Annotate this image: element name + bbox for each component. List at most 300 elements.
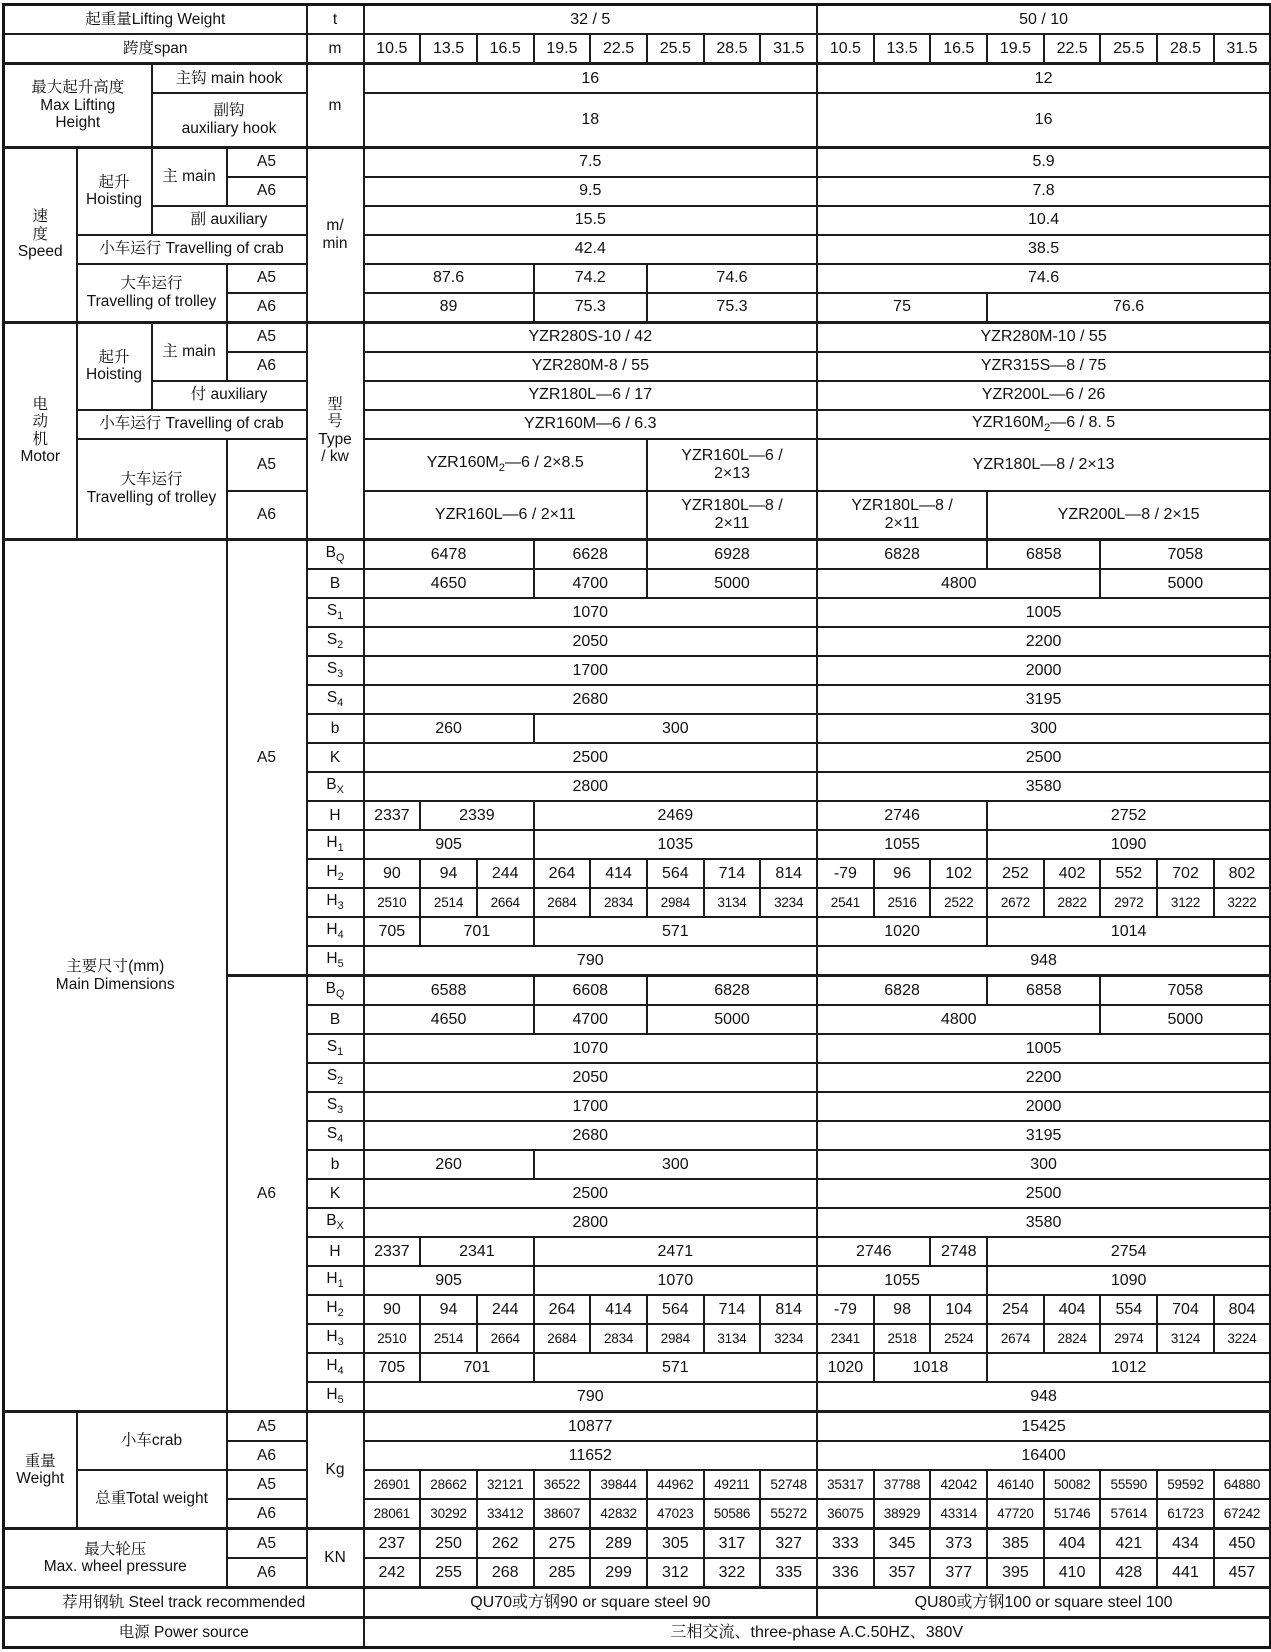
value-cell: 357 [874, 1558, 931, 1588]
value-cell: 244 [477, 1295, 534, 1324]
row-speed-main-a5 [4, 147, 1271, 177]
value-cell: 1005 [817, 1034, 1271, 1063]
value-cell: 317 [704, 1529, 761, 1559]
value-cell: 6928 [647, 540, 817, 570]
label-main: 主 main [152, 322, 227, 381]
value-cell: 2984 [647, 1324, 704, 1353]
value-cell: 3224 [1214, 1324, 1271, 1353]
row-weight-total-a5 [4, 1470, 1271, 1499]
value-cell: YZR280M-10 / 55 [817, 322, 1271, 352]
value-cell: 61723 [1157, 1499, 1214, 1529]
label-dim: $H_4$ [307, 1353, 364, 1382]
value-cell: 3122 [1157, 888, 1214, 917]
label-motor: 电 动 机 Motor [4, 322, 77, 540]
value-cell: 714 [704, 1295, 761, 1324]
value-cell: 2752 [987, 801, 1271, 830]
value-cell: 421 [1100, 1529, 1157, 1559]
value-cell: 299 [590, 1558, 647, 1588]
value-cell: 2834 [590, 888, 647, 917]
value-cell: 701 [420, 1353, 533, 1382]
label-power-source: 电源 Power source [4, 1618, 364, 1648]
value-cell: 87.6 [364, 264, 534, 293]
value-cell: 312 [647, 1558, 704, 1588]
value-cell: 2972 [1100, 888, 1157, 917]
row-motor-main-a5 [4, 322, 1271, 352]
value-cell: 28061 [364, 1499, 421, 1529]
value-cell: 6828 [817, 540, 987, 570]
value-cell: 404 [1044, 1529, 1101, 1559]
value-cell: 28.5 [1157, 34, 1214, 64]
value-capacity-right: 50 / 10 [817, 5, 1271, 35]
value-cell: 2339 [420, 801, 533, 830]
value-cell: 三相交流、three-phase A.C.50HZ、380V [364, 1618, 1271, 1648]
value-cell: 1020 [817, 917, 987, 946]
value-cell: 373 [930, 1529, 987, 1559]
value-cell: 434 [1157, 1529, 1214, 1559]
value-cell: 10.4 [817, 206, 1271, 235]
value-cell: 98 [874, 1295, 931, 1324]
value-cell: 4650 [364, 569, 534, 598]
value-cell: 6478 [364, 540, 534, 570]
value-cell: YZR180L—6 / 17 [364, 381, 818, 410]
value-cell: 5000 [647, 569, 817, 598]
value-cell: 1035 [534, 830, 817, 859]
value-cell: 2800 [364, 1208, 818, 1237]
value-cell: 814 [760, 859, 817, 888]
label-dim: $H_4$ [307, 917, 364, 946]
value-cell: YZR200L—8 / 2×15 [987, 491, 1271, 540]
label-a6: A6 [227, 177, 307, 206]
label-dim: $H_3$ [307, 1324, 364, 1353]
row-speed-aux [4, 206, 1271, 235]
value-cell: 50082 [1044, 1470, 1101, 1499]
value-cell: 102 [930, 859, 987, 888]
row-motor-crab [4, 410, 1271, 439]
label-a6: A6 [227, 491, 307, 540]
value-cell: 3580 [817, 1208, 1271, 1237]
spec-table-body [4, 5, 1271, 1648]
value-cell: 2500 [364, 1179, 818, 1208]
value-cell: YZR280S-10 / 42 [364, 322, 818, 352]
label-dim: B [307, 569, 364, 598]
value-cell: 5000 [647, 1005, 817, 1034]
label-a6: A6 [227, 1499, 307, 1529]
label-a6: A6 [227, 1441, 307, 1470]
value-cell: 2341 [817, 1324, 874, 1353]
value-cell: 790 [364, 1382, 818, 1412]
value-cell: 2200 [817, 627, 1271, 656]
row-span [4, 34, 1271, 64]
value-cell: 94 [420, 1295, 477, 1324]
value-cell: 15425 [817, 1412, 1271, 1442]
value-cell: 42832 [590, 1499, 647, 1529]
value-cell: 244 [477, 859, 534, 888]
value-cell: 16 [364, 64, 818, 94]
value-cell: 2500 [817, 1179, 1271, 1208]
value-cell: 16 [817, 93, 1271, 147]
label-a5: A5 [227, 147, 307, 177]
value-cell: 38929 [874, 1499, 931, 1529]
unit-type-kw: 型 号 Type / kw [307, 322, 364, 540]
label-dim: $S_1$ [307, 598, 364, 627]
value-cell: 2822 [1044, 888, 1101, 917]
row-lifting-weight [4, 5, 1271, 35]
value-cell: 90 [364, 1295, 421, 1324]
label-auxiliary: 副 auxiliary [152, 206, 307, 235]
value-cell: 38607 [534, 1499, 591, 1529]
label-travelling-of-crab: 小车运行 Travelling of crab [77, 410, 307, 439]
value-cell: 264 [534, 1295, 591, 1324]
value-cell: 76.6 [987, 293, 1271, 323]
value-cell: 35317 [817, 1470, 874, 1499]
value-cell: 10.5 [364, 34, 421, 64]
value-cell: 74.6 [647, 264, 817, 293]
value-cell: 6858 [987, 540, 1100, 570]
value-cell: 16.5 [930, 34, 987, 64]
value-cell: 2684 [534, 1324, 591, 1353]
value-cell: 96 [874, 859, 931, 888]
value-cell: 94 [420, 859, 477, 888]
value-cell: 2469 [534, 801, 817, 830]
value-cell: 3124 [1157, 1324, 1214, 1353]
value-cell: 704 [1157, 1295, 1214, 1324]
value-cell: 51746 [1044, 1499, 1101, 1529]
value-cell: 13.5 [420, 34, 477, 64]
value-cell: 705 [364, 1353, 421, 1382]
row-aux-hook [4, 93, 1271, 147]
value-cell: 414 [590, 859, 647, 888]
value-cell: YZR160M—6 / 6.3 [364, 410, 818, 439]
value-cell: 564 [647, 859, 704, 888]
value-cell: 2524 [930, 1324, 987, 1353]
value-cell: 571 [534, 917, 817, 946]
label-dim: $H_1$ [307, 830, 364, 859]
value-cell: $YZR160M_2—6 / 8$. 5 [817, 410, 1271, 439]
label-dim: K [307, 743, 364, 772]
label-aux-hook: 副钩 auxiliary hook [152, 93, 307, 147]
value-cell: 300 [817, 1150, 1271, 1179]
value-cell: 2672 [987, 888, 1044, 917]
value-cell: 237 [364, 1529, 421, 1559]
value-cell: 3195 [817, 685, 1271, 714]
value-cell: 2684 [534, 888, 591, 917]
label-travelling-of-trolley: 大车运行 Travelling of trolley [77, 439, 227, 540]
value-cell: 37788 [874, 1470, 931, 1499]
label-dim: H [307, 1237, 364, 1266]
value-cell: 2984 [647, 888, 704, 917]
value-cell: 250 [420, 1529, 477, 1559]
value-cell: 385 [987, 1529, 1044, 1559]
value-cell: 75.3 [534, 293, 647, 323]
value-capacity-left: 32 / 5 [364, 5, 818, 35]
value-cell: 2746 [817, 801, 987, 830]
value-cell: 3134 [704, 1324, 761, 1353]
value-cell: 43314 [930, 1499, 987, 1529]
value-cell: 75 [817, 293, 987, 323]
value-cell: 948 [817, 946, 1271, 976]
value-cell: 289 [590, 1529, 647, 1559]
value-cell: 2680 [364, 685, 818, 714]
label-dim: $H_2$ [307, 859, 364, 888]
value-cell: 2514 [420, 1324, 477, 1353]
value-cell: 46140 [987, 1470, 1044, 1499]
value-cell: YZR180L—8 / 2×13 [817, 439, 1271, 491]
value-cell: 948 [817, 1382, 1271, 1412]
label-a5: A5 [227, 1412, 307, 1442]
value-cell: 90 [364, 859, 421, 888]
value-cell: 5000 [1100, 1005, 1270, 1034]
value-cell: 6608 [534, 976, 647, 1006]
label-dim: $S_4$ [307, 685, 364, 714]
value-cell: 36522 [534, 1470, 591, 1499]
value-cell: 333 [817, 1529, 874, 1559]
value-cell: 64880 [1214, 1470, 1271, 1499]
value-cell: 2674 [987, 1324, 1044, 1353]
label-main: 主 main [152, 147, 227, 206]
crane-spec-table [2, 3, 1271, 1649]
value-cell: 32121 [477, 1470, 534, 1499]
label-a5-group: A5 [227, 540, 307, 976]
value-cell: 1005 [817, 598, 1271, 627]
value-cell: 67242 [1214, 1499, 1271, 1529]
value-cell: 255 [420, 1558, 477, 1588]
value-cell: 242 [364, 1558, 421, 1588]
value-cell: 414 [590, 1295, 647, 1324]
value-cell: 7.8 [817, 177, 1271, 206]
value-cell: 705 [364, 917, 421, 946]
value-cell: 275 [534, 1529, 591, 1559]
label-a6: A6 [227, 352, 307, 381]
value-cell: 2200 [817, 1063, 1271, 1092]
row-weight-crab-a5 [4, 1412, 1271, 1442]
label-max-lifting-height: 最大起升高度 Max Lifting Height [4, 64, 152, 148]
value-cell: 2834 [590, 1324, 647, 1353]
value-cell: 19.5 [534, 34, 591, 64]
label-a6: A6 [227, 293, 307, 323]
value-cell: 1020 [817, 1353, 874, 1382]
value-cell: 55272 [760, 1499, 817, 1529]
value-cell: 802 [1214, 859, 1271, 888]
value-cell: 2518 [874, 1324, 931, 1353]
value-cell: 377 [930, 1558, 987, 1588]
value-cell: 1012 [987, 1353, 1271, 1382]
label-dim: $H_5$ [307, 1382, 364, 1412]
value-cell: 47023 [647, 1499, 704, 1529]
value-cell: 31.5 [1214, 34, 1271, 64]
value-cell: 790 [364, 946, 818, 976]
label-a5: A5 [227, 1470, 307, 1499]
value-cell: 2541 [817, 888, 874, 917]
value-cell: 345 [874, 1529, 931, 1559]
value-cell: 1070 [364, 1034, 818, 1063]
value-cell: 441 [1157, 1558, 1214, 1588]
value-cell: 57614 [1100, 1499, 1157, 1529]
value-cell: 2664 [477, 1324, 534, 1353]
value-cell: 4800 [817, 569, 1100, 598]
value-cell: 260 [364, 1150, 534, 1179]
value-cell: 905 [364, 1266, 534, 1295]
value-cell: 2337 [364, 1237, 421, 1266]
unit-m: m [307, 64, 364, 148]
label-main-hook: 主钩 main hook [152, 64, 307, 94]
label-dim: $H_1$ [307, 1266, 364, 1295]
label-wheel-pressure: 最大轮压 Max. wheel pressure [4, 1529, 227, 1588]
value-cell: YZR315S—8 / 75 [817, 352, 1271, 381]
label-auxiliary: 付 auxiliary [152, 381, 307, 410]
value-cell: 28.5 [704, 34, 761, 64]
value-cell: QU70或方钢90 or square steel 90 [364, 1588, 818, 1618]
value-cell: 89 [364, 293, 534, 323]
value-cell: -79 [817, 859, 874, 888]
value-cell: 44962 [647, 1470, 704, 1499]
label-lifting-weight: 起重量Lifting Weight [4, 5, 307, 35]
label-hoisting: 起升 Hoisting [77, 322, 152, 410]
value-cell: 2516 [874, 888, 931, 917]
value-cell: 2824 [1044, 1324, 1101, 1353]
value-cell: 7058 [1100, 540, 1270, 570]
value-cell: 701 [420, 917, 533, 946]
label-dim: $S_3$ [307, 656, 364, 685]
value-cell: 31.5 [760, 34, 817, 64]
value-cell: 33412 [477, 1499, 534, 1529]
value-cell: 30292 [420, 1499, 477, 1529]
value-cell: 15.5 [364, 206, 818, 235]
label-dim: $B_Q$ [307, 976, 364, 1006]
value-cell: 402 [1044, 859, 1101, 888]
value-cell: 1018 [874, 1353, 987, 1382]
label-a5: A5 [227, 439, 307, 491]
label-a5: A5 [227, 322, 307, 352]
value-cell: 262 [477, 1529, 534, 1559]
value-cell: 1014 [987, 917, 1271, 946]
row-speed-trolley-a5 [4, 264, 1271, 293]
value-cell: 552 [1100, 859, 1157, 888]
value-cell: 264 [534, 859, 591, 888]
value-cell: 104 [930, 1295, 987, 1324]
row-steel-track [4, 1588, 1271, 1618]
value-cell: 395 [987, 1558, 1044, 1588]
label-a6-group: A6 [227, 976, 307, 1412]
value-cell: 19.5 [987, 34, 1044, 64]
value-cell: 3134 [704, 888, 761, 917]
label-crab: 小车crab [77, 1412, 227, 1471]
value-cell: 52748 [760, 1470, 817, 1499]
value-cell: 6858 [987, 976, 1100, 1006]
value-cell: 450 [1214, 1529, 1271, 1559]
label-speed: 速 度 Speed [4, 147, 77, 322]
value-cell: 322 [704, 1558, 761, 1588]
label-dim: $S_4$ [307, 1121, 364, 1150]
label-dim: $S_2$ [307, 1063, 364, 1092]
value-cell: 260 [364, 714, 534, 743]
label-travelling-of-crab: 小车运行 Travelling of crab [77, 235, 307, 264]
value-cell: 39844 [590, 1470, 647, 1499]
unit-m: m [307, 34, 364, 64]
value-cell: 7058 [1100, 976, 1270, 1006]
label-steel-track: 荐用钢轨 Steel track recommended [4, 1588, 364, 1618]
value-cell: 42042 [930, 1470, 987, 1499]
row-wheel-a5 [4, 1529, 1271, 1559]
value-cell: YZR160L—6 / 2×13 [647, 439, 817, 491]
value-cell: 74.2 [534, 264, 647, 293]
label-dim: $B_X$ [307, 772, 364, 801]
value-cell: 10.5 [817, 34, 874, 64]
value-cell: 905 [364, 830, 534, 859]
value-cell: 5000 [1100, 569, 1270, 598]
value-cell: 22.5 [1044, 34, 1101, 64]
label-main-dimensions: 主要尺寸(mm) Main Dimensions [4, 540, 227, 1412]
label-dim: $B_X$ [307, 1208, 364, 1237]
value-cell: 3234 [760, 888, 817, 917]
value-cell: 571 [534, 1353, 817, 1382]
value-cell: 2510 [364, 1324, 421, 1353]
label-dim: $H_3$ [307, 888, 364, 917]
value-cell: 18 [364, 93, 818, 147]
value-cell: 335 [760, 1558, 817, 1588]
value-cell: 3222 [1214, 888, 1271, 917]
value-cell: 25.5 [1100, 34, 1157, 64]
value-cell: 300 [817, 714, 1271, 743]
label-dim: b [307, 1150, 364, 1179]
value-cell: 2500 [364, 743, 818, 772]
value-cell: 3234 [760, 1324, 817, 1353]
label-total-weight: 总重Total weight [77, 1470, 227, 1529]
value-cell: 36075 [817, 1499, 874, 1529]
value-cell: 285 [534, 1558, 591, 1588]
value-cell: 327 [760, 1529, 817, 1559]
value-cell: 38.5 [817, 235, 1271, 264]
label-dim: b [307, 714, 364, 743]
label-dim: H [307, 801, 364, 830]
value-cell: YZR160L—6 / 2×11 [364, 491, 647, 540]
value-cell: 42.4 [364, 235, 818, 264]
value-cell: 2800 [364, 772, 818, 801]
value-cell: 714 [704, 859, 761, 888]
value-cell: YZR180L—8 / 2×11 [817, 491, 987, 540]
value-cell: 2680 [364, 1121, 818, 1150]
unit-kn: KN [307, 1529, 364, 1588]
value-cell: QU80或方钢100 or square steel 100 [817, 1588, 1271, 1618]
value-cell: 1090 [987, 830, 1271, 859]
value-cell: 9.5 [364, 177, 818, 206]
value-cell: 2748 [930, 1237, 987, 1266]
value-cell: 814 [760, 1295, 817, 1324]
value-cell: 59592 [1157, 1470, 1214, 1499]
unit-m-min: m/ min [307, 147, 364, 322]
value-cell: 16.5 [477, 34, 534, 64]
value-cell: 16400 [817, 1441, 1271, 1470]
value-cell: 25.5 [647, 34, 704, 64]
value-cell: 3580 [817, 772, 1271, 801]
row-speed-crab [4, 235, 1271, 264]
value-cell: 2050 [364, 1063, 818, 1092]
label-dim: $S_2$ [307, 627, 364, 656]
label-travelling-of-trolley: 大车运行 Travelling of trolley [77, 264, 227, 323]
value-cell: 74.6 [817, 264, 1271, 293]
value-cell: YZR200L—6 / 26 [817, 381, 1271, 410]
value-cell: 1055 [817, 1266, 987, 1295]
value-cell: 254 [987, 1295, 1044, 1324]
value-cell: 6828 [817, 976, 987, 1006]
row-motor-aux [4, 381, 1271, 410]
value-cell: 2510 [364, 888, 421, 917]
label-dim: K [307, 1179, 364, 1208]
unit-kg: Kg [307, 1412, 364, 1529]
row-main-hook [4, 64, 1271, 94]
value-cell: 5.9 [817, 147, 1271, 177]
value-cell: 1090 [987, 1266, 1271, 1295]
value-cell: 4700 [534, 1005, 647, 1034]
